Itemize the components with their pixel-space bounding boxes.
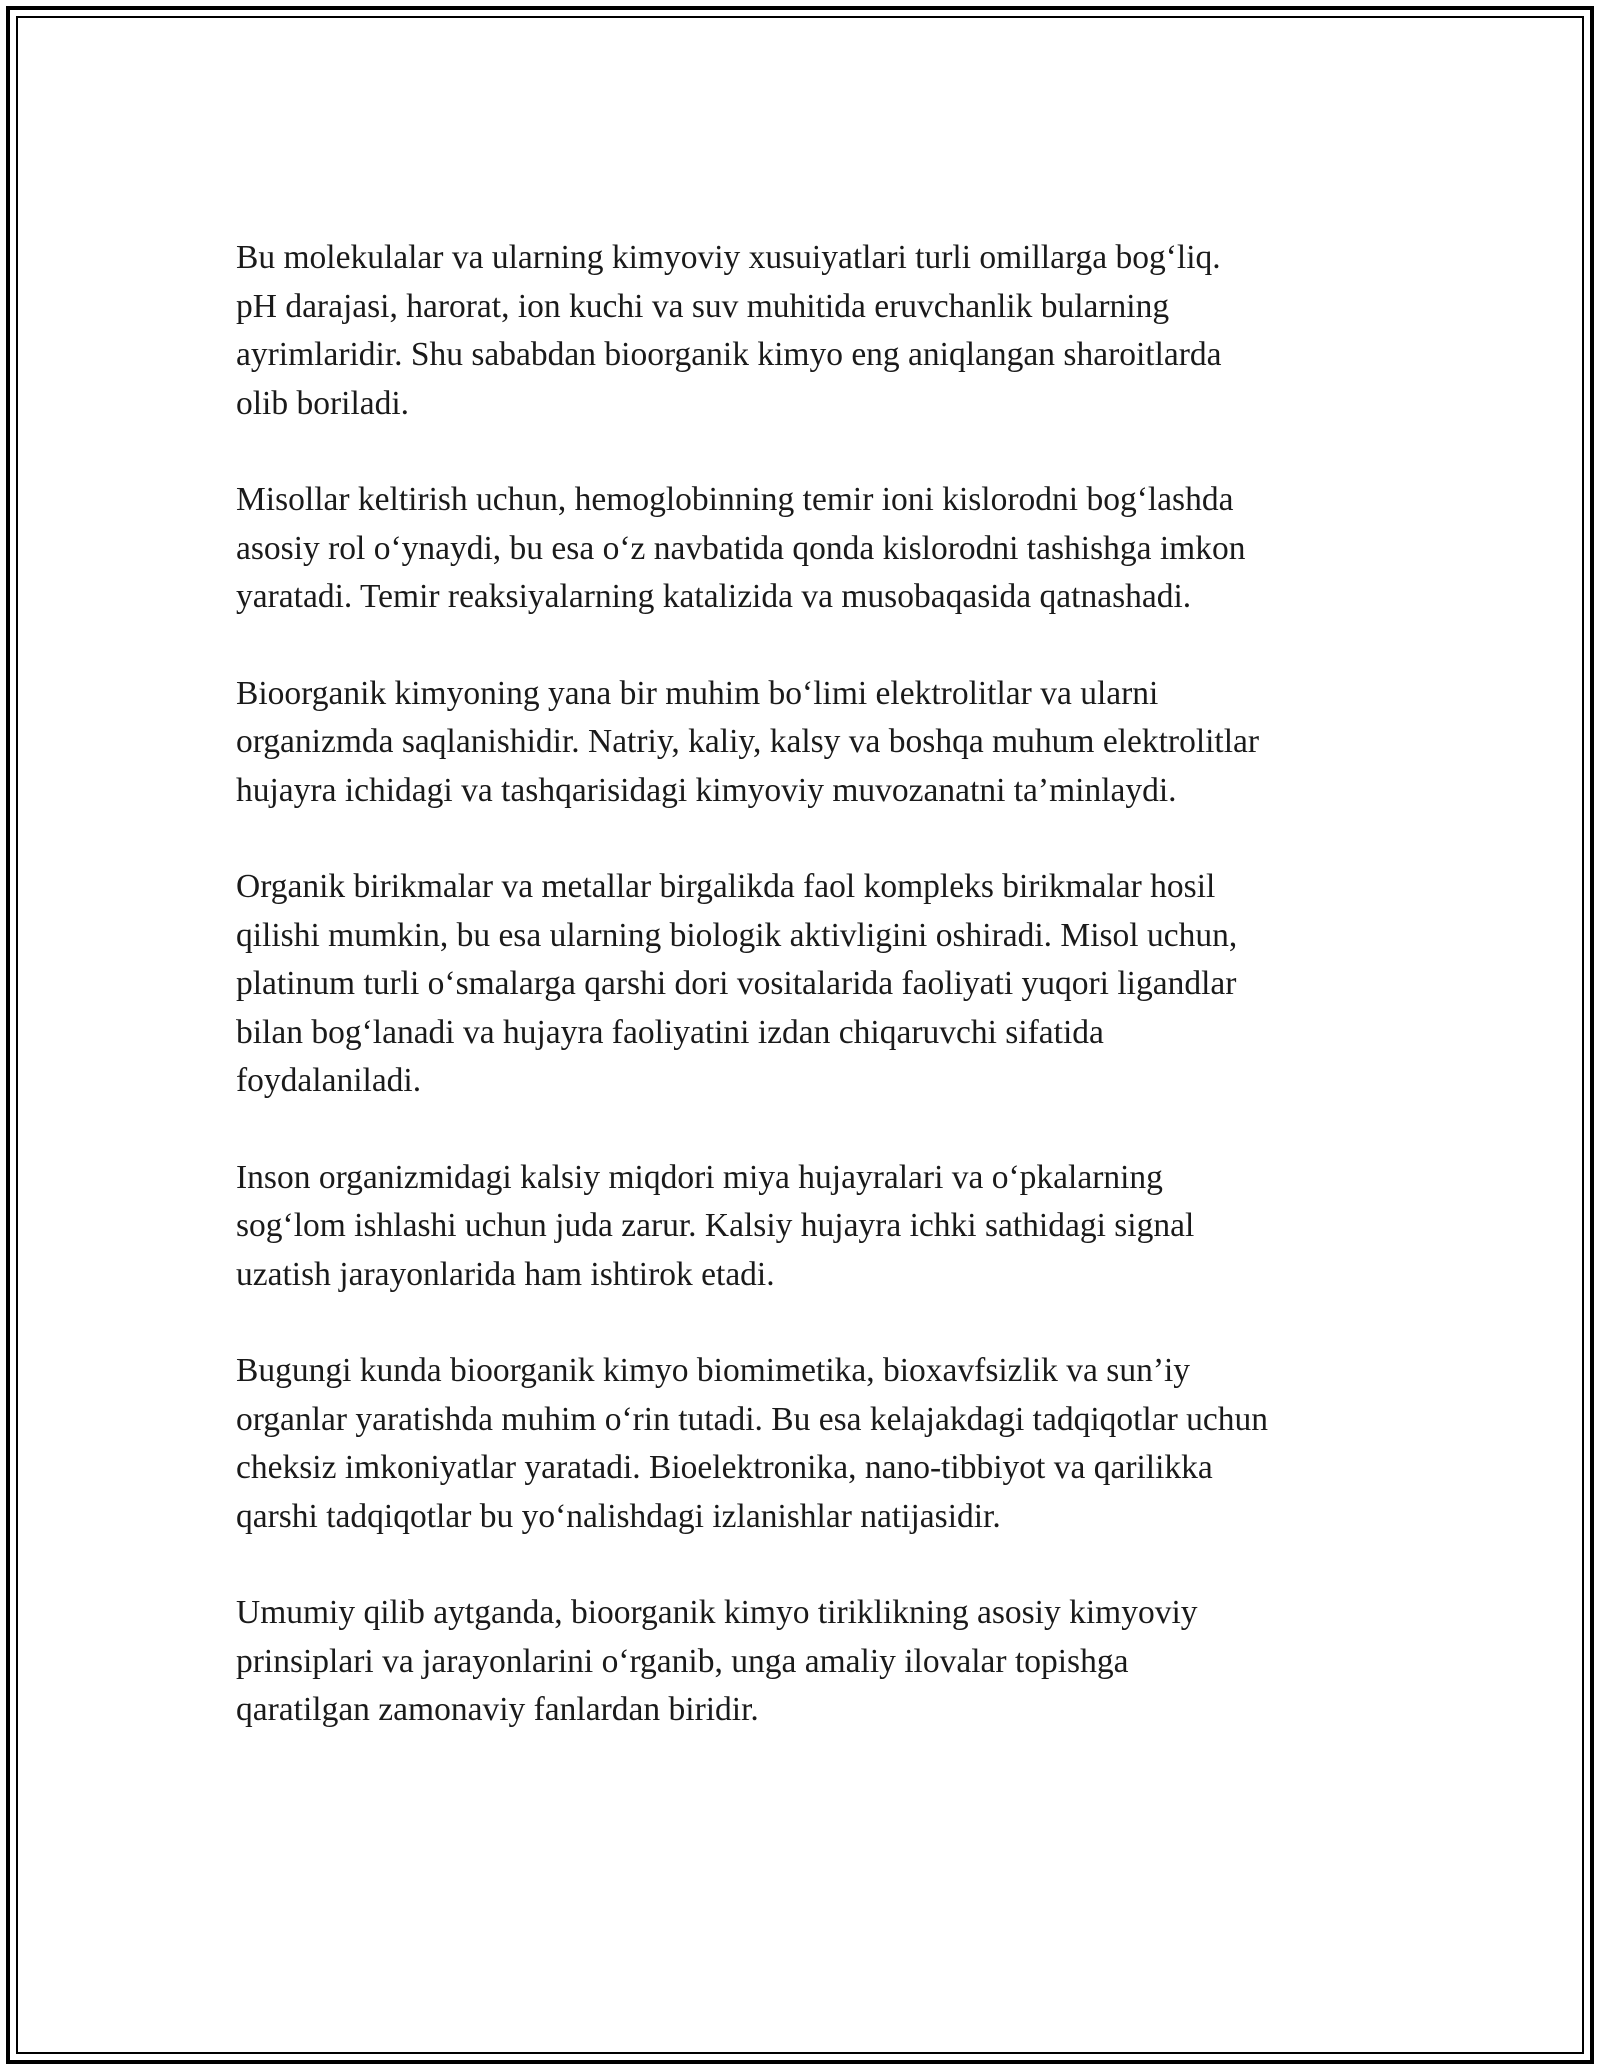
- paragraph: Inson organizmidagi kalsiy miqdori miya hujayralari va o‘pkalarning sog‘lom ishlashi uchun juda zarur. Kalsiy hujayra ichki sathidagi signal uzatish jarayonlarida ham ishtirok etadi.: [236, 1158, 1195, 1293]
- paragraph: Organik birikmalar va metallar birgalikda faol kompleks birikmalar hosil qilishi mumkin, bu esa ularning biologik aktivligini oshiradi. Misol uchun, platinum turli o‘smalarga qarshi dori vositalarida faoliyati yuqori ligandlar bilan bog‘lanadi va hujayra faoliyatini izdan chiqaruvchi sifatida foydalaniladi.: [236, 868, 1238, 1099]
- paragraph: Misollar keltirish uchun, hemoglobinning temir ioni kislorodni bog‘lashda asosiy rol o‘ynaydi, bu esa o‘z navbatida qonda kislorodni tashishga imkon yaratadi. Temir reaksiyalarning katalizida va musobaqasida qatnashadi.: [236, 481, 1246, 615]
- paragraph: Umumiy qilib aytganda, bioorganik kimyo tiriklikning asosiy kimyoviy prinsiplari va jarayonlarini o‘rganib, unga amaliy ilovalar topishga qaratilgan zamonaviy fanlardan biridir.: [236, 1594, 1198, 1728]
- paragraph: Bu molekulalar va ularning kimyoviy xusuiyatlari turli omillarga bog‘liq. pH darajasi, harorat, ion kuchi va suv muhitida eruvchanlik bularning ayrimlaridir. Shu sababdan bioorganik kimyo eng aniqlangan sharoitlarda olib boriladi.: [236, 239, 1222, 422]
- document-body: [236, 234, 1376, 1735]
- paragraph: Bugungi kunda bioorganik kimyo biomimetika, bioxavfsizlik va sun’iy organlar yaratishda muhim o‘rin tutadi. Bu esa kelajakdagi tadqiqotlar uchun cheksiz imkoniyatlar yaratadi. Bioelektronika, nano-tibbiyot va qarilikka qarshi tadqiqotlar bu yo‘nalishdagi izlanishlar natijasidir.: [236, 1352, 1269, 1535]
- paragraph: Bioorganik kimyoning yana bir muhim bo‘limi elektrolitlar va ularni organizmda saqlanishidir. Natriy, kaliy, kalsy va boshqa muhum elektrolitlar hujayra ichidagi va tashqarisidagi kimyoviy muvozanatni ta’minlaydi.: [236, 674, 1260, 809]
